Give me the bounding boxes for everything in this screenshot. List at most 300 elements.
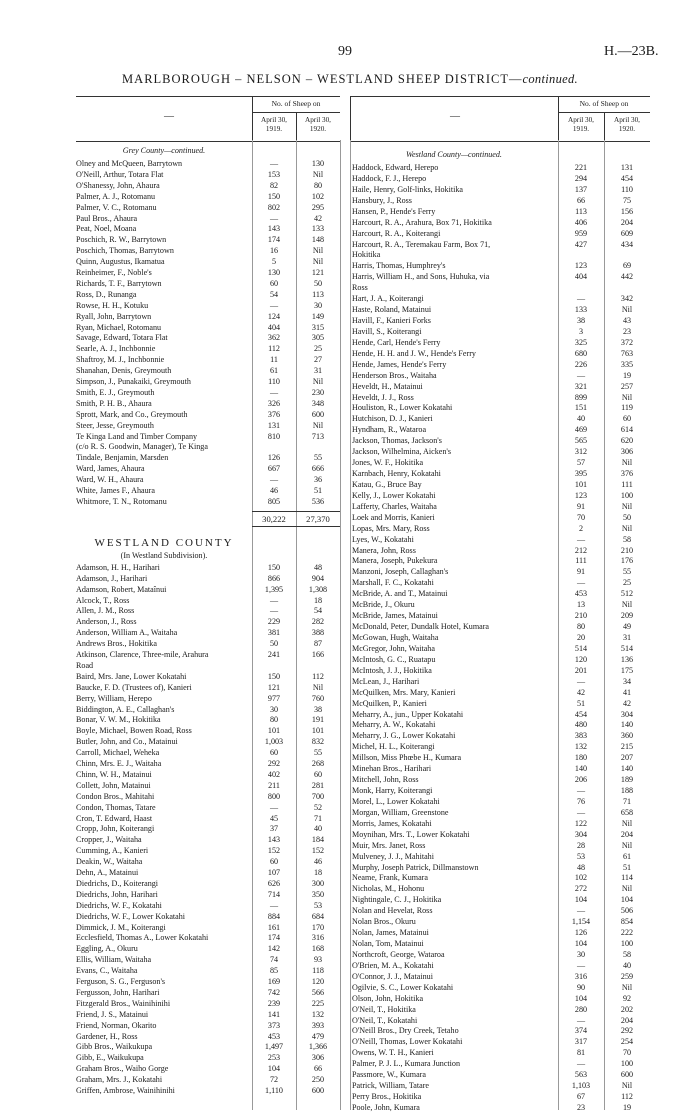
sheep-1920: 23	[622, 326, 632, 336]
sheep-1920: 43	[622, 316, 632, 326]
left-table-header	[76, 96, 340, 142]
sheep-1919: 111	[575, 556, 587, 566]
sheep-1919: 253	[267, 1053, 281, 1063]
sheep-1919: 151	[574, 403, 588, 413]
sheep-1920: 304	[620, 709, 634, 719]
sheep-1920: 348	[311, 398, 325, 408]
sheep-1920: 31	[313, 366, 323, 376]
sheep-1920: 225	[311, 998, 325, 1008]
owner-name: Marshall, F. C., Kokatahi	[352, 578, 434, 588]
sheep-1920: 42	[313, 213, 323, 223]
sheep-1920: 600	[311, 1086, 325, 1095]
sheep-1919: 137	[574, 184, 588, 194]
owner-name: Ferguson, S. G., Ferguson's	[76, 977, 166, 986]
owner-name: Heveldt, J. J., Ross	[352, 392, 414, 402]
sheep-1919: —	[269, 595, 279, 605]
owner-name: O'Brien, M. A., Kokatahi	[352, 960, 434, 970]
sheep-1920: 210	[620, 545, 634, 555]
sheep-1920: 335	[620, 359, 634, 369]
sheep-1919: 206	[574, 775, 588, 785]
owner-name: Butler, John, and Co., Matainui	[76, 737, 178, 747]
sheep-1920: 112	[312, 671, 324, 681]
sheep-1919: 241	[267, 650, 281, 659]
sheep-1919: —	[576, 534, 586, 544]
sheep-1919: 85	[269, 966, 279, 976]
sheep-1920: 40	[622, 960, 632, 970]
sheep-1919: 48	[576, 862, 586, 872]
sheep-1920: 104	[620, 895, 634, 905]
sheep-1920: Nil	[312, 257, 324, 267]
sheep-1919: 362	[267, 333, 281, 343]
sheep-1919: 2	[578, 523, 584, 533]
owner-name: Chinn, W. H., Matainui	[76, 769, 152, 779]
sheep-1919: 82	[269, 180, 279, 190]
sheep-1920: 281	[311, 780, 325, 790]
sheep-1920: 259	[620, 971, 634, 981]
sheep-1919: 800	[267, 791, 281, 801]
sheep-1920: 131	[620, 163, 634, 172]
owner-name: McBride, A. and T., Matainui	[352, 589, 448, 599]
sheep-1919: 326	[267, 398, 281, 408]
sheep-1919: 312	[574, 447, 588, 457]
sheep-1920: 700	[311, 791, 325, 801]
sheep-1919: 42	[576, 687, 586, 697]
sheep-1919: —	[576, 578, 586, 588]
owner-name: Neame, Frank, Kumara	[352, 873, 428, 883]
sheep-1920: 75	[622, 195, 632, 205]
owner-name: Shanahan, Denis, Greymouth	[76, 366, 172, 376]
owner-name: Jackson, Wilhelmina, Aicken's	[352, 447, 451, 457]
sheep-1920: 204	[620, 1015, 634, 1025]
sheep-1919: 239	[267, 998, 281, 1008]
sheep-1919: 174	[267, 933, 281, 943]
sheep-1919: 13	[576, 600, 586, 610]
sheep-1919: 104	[267, 1064, 281, 1074]
sheep-1920: 609	[620, 228, 634, 238]
owner-name: Perry Bros., Hokitika	[352, 1092, 422, 1102]
owner-name: Michel, H. L., Koiterangi	[352, 742, 435, 752]
sheep-1919: 373	[267, 1020, 281, 1030]
sheep-1920: 66	[313, 1064, 323, 1074]
sheep-1920: 434	[620, 239, 634, 249]
owner-name: Searle, A. J., Inchbonnie	[76, 344, 156, 354]
sheep-1920: Nil	[621, 600, 633, 610]
owner-name: Diedrichs, John, Harihari	[76, 889, 158, 899]
title-suffix: continued.	[522, 72, 578, 86]
sheep-1919: 90	[576, 982, 586, 992]
right-header-col-1919: April 30, 1919.	[568, 116, 594, 133]
owner-name: McIntosh, J. J., Hokitika	[352, 665, 432, 675]
sheep-1919: 866	[267, 573, 281, 583]
owner-name: Baird, Mrs. Jane, Lower Kokatahi	[76, 671, 187, 681]
sheep-1919: 406	[574, 217, 588, 227]
owner-name: Tindale, Benjamin, Marsden	[76, 453, 169, 463]
owner-name: Katau, G., Bruce Bay	[352, 479, 422, 489]
sheep-1920: 536	[311, 496, 325, 506]
sheep-1920: 315	[311, 322, 325, 332]
owner-name: Meharry, A. W., Kokatahi	[352, 720, 436, 730]
owner-name: Passmore, W., Kumara	[352, 1070, 426, 1080]
sheep-1919: 294	[574, 173, 588, 183]
sheep-1920: 170	[311, 922, 325, 932]
sheep-1919: 221	[574, 163, 588, 172]
sheep-1920: 113	[312, 289, 324, 299]
sheep-1919: 1,395	[264, 584, 284, 594]
sheep-1920: 93	[313, 955, 323, 965]
sheep-1920: 442	[620, 272, 634, 282]
sheep-1920: 55	[313, 453, 323, 463]
sheep-1920: 36	[313, 475, 323, 485]
owner-name: Diedrichs, W. F., Lower Kokatahi	[76, 911, 186, 921]
sheep-1919: 53	[576, 851, 586, 861]
table-row	[76, 1085, 340, 1097]
sheep-1919: 742	[267, 987, 281, 997]
page-title	[0, 72, 700, 87]
owner-name: O'Shanessy, John, Ahaura	[76, 180, 160, 190]
owner-name: Olney and McQueen, Barrytown	[76, 159, 183, 168]
owner-name: McLean, J., Harihari	[352, 676, 420, 686]
sheep-1919: 292	[267, 759, 281, 768]
owner-name: Allen, J. M., Ross	[76, 606, 135, 616]
sheep-1920: 188	[620, 786, 634, 795]
owner-name: Karnbach, Henry, Kokatahi	[352, 469, 441, 479]
sheep-1920: 204	[620, 217, 634, 227]
sheep-1919: 802	[267, 202, 281, 212]
owner-name: Sprott, Mark, and Co., Greymouth	[76, 409, 188, 419]
owner-name: Olson, John, Hokitika	[352, 993, 424, 1003]
sheep-1920: 34	[622, 676, 632, 686]
sheep-1919: 514	[574, 643, 588, 653]
sheep-1920: 70	[622, 1048, 632, 1058]
sheep-1919: 453	[574, 589, 588, 599]
sheep-1920: 306	[311, 1053, 325, 1063]
sheep-1919: 16	[269, 246, 279, 256]
sheep-1920: 166	[311, 650, 325, 659]
owner-name: Ryall, John, Barrytown	[76, 311, 152, 321]
sheep-1920: 176	[620, 556, 634, 566]
sheep-1920: 209	[620, 611, 634, 621]
sheep-1919: 45	[269, 813, 279, 823]
sheep-1920: 149	[311, 311, 325, 321]
sheep-1919: —	[269, 802, 279, 812]
sheep-1920: 506	[620, 906, 634, 916]
sheep-1919: 211	[268, 780, 280, 790]
sheep-1919: 229	[267, 617, 281, 627]
owner-name: Palmer, V. C., Rotomanu	[76, 202, 157, 212]
owner-name: McIntosh, G. C., Ruatapu	[352, 654, 436, 664]
sheep-1920: 25	[313, 344, 323, 354]
owner-name: Adamson, J., Harihari	[76, 573, 148, 583]
sheep-1920: 168	[311, 944, 325, 954]
sheep-1920: 254	[620, 1037, 634, 1047]
owner-name: Hyndham, R., Wataroa	[352, 425, 427, 435]
sheep-1920: Nil	[621, 884, 633, 894]
sheep-1920: 118	[312, 966, 324, 976]
sheep-1919: 143	[267, 835, 281, 845]
sheep-1919: 680	[574, 348, 588, 358]
owner-name: Millson, Miss Phœbe H., Kumara	[352, 753, 462, 763]
sheep-1919: 272	[574, 884, 588, 894]
sheep-1920: 42	[622, 698, 632, 708]
owner-name: Cumming, A., Kanieri	[76, 846, 149, 856]
sheep-1919: 714	[267, 889, 281, 899]
sheep-1919: 1,110	[265, 1086, 283, 1095]
grey-total-1920: 27,370	[306, 513, 330, 524]
sheep-1919: 667	[267, 464, 281, 474]
owner-name: O'Neill, Arthur, Totara Flat	[76, 169, 164, 179]
sheep-1920: 38	[313, 704, 323, 714]
sheep-1920: 388	[311, 628, 325, 638]
owner-name: Morgan, William, Greenstone	[352, 807, 449, 817]
sheep-1919: 104	[574, 993, 588, 1003]
owner-name: Deakin, W., Waitaha	[76, 857, 143, 867]
owner-name: Palmer, A. J., Rotomanu	[76, 191, 156, 201]
owner-name: Reinheimer, F., Noble's	[76, 268, 152, 277]
owner-name: Mitchell, John, Ross	[352, 775, 419, 785]
sheep-1919: 38	[576, 316, 586, 326]
sheep-1920: 854	[620, 917, 634, 927]
sheep-1919: 20	[576, 632, 586, 642]
sheep-1919: —	[269, 606, 279, 616]
owner-name: Ross, D., Runanga	[76, 289, 137, 299]
sheep-1919: 1,154	[571, 917, 591, 927]
sheep-1920: Nil	[621, 501, 633, 511]
owner-name: Savage, Edward, Totara Flat	[76, 333, 168, 343]
sheep-1919: 321	[574, 381, 588, 391]
owner-name: Lopas, Mrs. Mary, Ross	[352, 523, 430, 533]
owner-name: Ryan, Michael, Rotomanu	[76, 322, 162, 332]
left-header-col-1920: April 30, 1920.	[305, 116, 331, 133]
sheep-1919: 110	[268, 377, 280, 386]
owner-name: Hende, H. H. and J. W., Hende's Ferry	[352, 348, 476, 358]
owner-name: White, James F., Ahaura	[76, 486, 155, 495]
owner-name: McQuilken, Mrs. Mary, Kanieri	[352, 687, 456, 697]
sheep-1920: 18	[313, 868, 323, 877]
owner-name: Lyes, W., Kokatahi	[352, 534, 414, 544]
sheep-1919: 120	[574, 654, 588, 664]
sheep-1920: 282	[311, 617, 325, 627]
sheep-1919: 1,103	[571, 1081, 591, 1091]
sheep-1919: —	[576, 676, 586, 686]
owner-name: (c/o R. S. Goodwin, Manager), Te Kinga	[76, 442, 208, 452]
sheep-1919: 121	[267, 682, 281, 692]
owner-name: McDonald, Peter, Dundalk Hotel, Kumara	[352, 622, 490, 632]
owner-name: Fergusson, John, Harihari	[76, 987, 160, 997]
sheep-1920: 114	[621, 873, 633, 883]
left-header-col-1919: April 30, 1919.	[261, 116, 287, 133]
owner-name: Murphy, Joseph Patrick, Dillmanstown	[352, 862, 479, 872]
owner-name: Harris, Thomas, Humphrey's	[352, 261, 446, 271]
sheep-1919: 123	[574, 261, 588, 271]
owner-name: Meharry, J. G., Lower Kokatahi	[352, 731, 456, 741]
sheep-1919: 5	[271, 257, 277, 267]
owner-name: Quinn, Augustus, Ikamatua	[76, 257, 165, 267]
owner-name: Havill, S., Koiterangi	[352, 326, 422, 336]
sheep-1919: 30	[576, 949, 586, 959]
sheep-1919: —	[576, 1015, 586, 1025]
owner-name: Whitmore, T. N., Rotomanu	[76, 496, 167, 506]
sheep-1920: Nil	[621, 982, 633, 992]
owner-name: McGowan, Hugh, Waitaha	[352, 632, 439, 642]
sheep-1919: 107	[267, 868, 281, 877]
owner-name: Alcock, T., Ross	[76, 595, 130, 605]
sheep-1920: 250	[311, 1075, 325, 1085]
owner-name: Kelly, J., Lower Kokatahi	[352, 490, 436, 500]
sheep-1920: 666	[311, 464, 325, 474]
sheep-1920: 1,366	[308, 1042, 328, 1052]
sheep-1920: 69	[622, 261, 632, 271]
sheep-1919: 104	[574, 939, 588, 949]
sheep-1919: 28	[576, 840, 586, 850]
sheep-1919: 316	[574, 971, 588, 981]
sheep-1920: 25	[622, 578, 632, 588]
sheep-1920: 600	[620, 1070, 634, 1080]
sheep-1920: 479	[311, 1031, 325, 1041]
sheep-1920: 191	[311, 715, 325, 725]
sheep-1919: 201	[574, 665, 588, 675]
owner-name: Dimmick, J. M., Koiterangi	[76, 922, 166, 932]
sheep-1919: 74	[269, 955, 279, 965]
owner-name: Anderson, William A., Waitaha	[76, 628, 178, 638]
sheep-1919: 30	[269, 704, 279, 714]
sheep-1919: 40	[576, 414, 586, 424]
table-row	[352, 1102, 650, 1114]
owner-name: O'Neil, T., Kokatahi	[352, 1015, 418, 1025]
sheep-1920: 100	[620, 939, 634, 949]
sheep-1919: 23	[576, 1102, 586, 1112]
sheep-1919: 977	[267, 693, 281, 703]
sheep-1919: 1,497	[264, 1042, 284, 1052]
sheep-1920: 112	[621, 1092, 633, 1102]
owner-name: Carroll, Michael, Weheka	[76, 748, 160, 758]
owner-name: Richards, T. F., Barrytown	[76, 278, 162, 288]
owner-name: Haddock, F. J., Herepo	[352, 173, 427, 183]
owner-name: Hansbury, J., Ross	[352, 195, 412, 205]
owner-name: Harcourt, R. A., Koiterangi	[352, 228, 441, 238]
owner-name: Friend, J. S., Matainui	[76, 1009, 149, 1019]
owner-name: Bonar, V. W. M., Hokitika	[76, 715, 161, 725]
sheep-1919: 150	[267, 671, 281, 681]
sheep-1919: 130	[267, 268, 281, 277]
sheep-1919: 404	[574, 272, 588, 282]
sheep-1919: 140	[574, 764, 588, 774]
sheep-1919: 152	[267, 846, 281, 856]
sheep-1919: —	[576, 786, 586, 795]
sheep-1920: Nil	[312, 682, 324, 692]
sheep-1919: 54	[269, 289, 279, 299]
sheep-1919: 60	[269, 857, 279, 867]
owner-name: Collett, John, Matainui	[76, 780, 151, 790]
owner-name: Fitzgerald Bros., Wainihinihi	[76, 998, 171, 1008]
owner-name: Lafferty, Charles, Waitaha	[352, 501, 437, 511]
owner-name: Steer, Jesse, Greymouth	[76, 420, 154, 430]
owner-name: Haste, Roland, Matainui	[352, 305, 432, 315]
sheep-1920: 60	[313, 769, 323, 779]
owner-name: Smith, E. J., Greymouth	[76, 387, 155, 397]
owner-name: Nolan, Tom, Matainui	[352, 939, 424, 949]
sheep-1920: 60	[622, 414, 632, 424]
owner-name: Harcourt, R. A., Arahura, Box 71, Hokitika	[352, 217, 492, 227]
owner-name: Monk, Harry, Koiterangi	[352, 786, 433, 795]
sheep-1920: 300	[311, 878, 325, 888]
sheep-1919: 76	[576, 796, 586, 806]
owner-name: Haile, Henry, Golf-links, Hokitika	[352, 184, 463, 194]
owner-name: O'Neil, T., Hokitika	[352, 1004, 416, 1014]
westland-subdivision-note: (In Westland Subdivision).	[120, 550, 208, 560]
owner-name: O'Neill, Thomas, Lower Kokatahi	[352, 1037, 463, 1047]
owner-name: Chinn, Mrs. E. J., Waitaha	[76, 759, 162, 768]
owner-name: Graham Bros., Waiho Gorge	[76, 1064, 169, 1074]
sheep-1920: 600	[311, 409, 325, 419]
owner-name: Diedrichs, D., Koiterangi	[76, 878, 159, 888]
sheep-1919: 132	[574, 742, 588, 752]
sheep-1919: 453	[267, 1031, 281, 1041]
westland-county-heading: WESTLAND COUNTY	[94, 536, 234, 549]
sheep-1920: 454	[620, 173, 634, 183]
sheep-1920: 566	[311, 987, 325, 997]
sheep-1919: 60	[269, 278, 279, 288]
owner-name: Harris, William H., and Sons, Huhuka, via	[352, 272, 490, 282]
sheep-1919: 113	[575, 206, 587, 216]
sheep-1920: Nil	[621, 840, 633, 850]
owner-name: Adamson, H. H., Harihari	[76, 562, 160, 572]
sheep-1919: 383	[574, 731, 588, 741]
sheep-1919: —	[576, 370, 586, 380]
owner-name: Jones, W. F., Hokitika	[352, 458, 424, 468]
sheep-1920: 87	[313, 639, 323, 649]
owner-name: Mulveney, J. J., Mahitahi	[352, 851, 434, 861]
sheep-1920: 204	[620, 829, 634, 839]
owner-name: O'Neill Bros., Dry Creek, Tetaho	[352, 1026, 459, 1036]
owner-name: Hokitika	[352, 250, 381, 260]
sheep-1920: 140	[620, 764, 634, 774]
right-header-col-1920: April 30, 1920.	[614, 116, 640, 133]
sheep-1920: 257	[620, 381, 634, 391]
sheep-1920: 120	[311, 977, 325, 986]
sheep-1920: 514	[620, 643, 634, 653]
sheep-1920: 156	[620, 206, 634, 216]
sheep-1919: 180	[574, 753, 588, 763]
sheep-1920: 360	[620, 731, 634, 741]
sheep-1919: 126	[574, 928, 588, 938]
sheep-1919: —	[269, 900, 279, 910]
sheep-1919: 126	[267, 453, 281, 463]
sheep-1919: 212	[574, 545, 588, 555]
sheep-1919: 70	[576, 512, 586, 522]
sheep-1919: 427	[574, 239, 588, 249]
sheep-1919: 565	[574, 436, 588, 446]
sheep-1919: 131	[267, 420, 281, 430]
sheep-1919: —	[576, 906, 586, 916]
table-row	[76, 496, 340, 508]
owner-name: Paul Bros., Ahaura	[76, 213, 138, 223]
owner-name: Haddock, Edward, Herepo	[352, 163, 439, 172]
sheep-1920: 1,308	[308, 584, 328, 594]
owner-name: McGregor, John, Waitaha	[352, 643, 435, 653]
owner-name: Minehan Bros., Harihari	[352, 764, 432, 774]
sheep-1920: 292	[620, 1026, 634, 1036]
owner-name: Meharry, A., jun., Upper Kokatahi	[352, 709, 464, 719]
sheep-1919: 37	[269, 824, 279, 834]
sheep-1920: 342	[620, 294, 634, 304]
sheep-1919: 884	[267, 911, 281, 921]
sheep-1920: 53	[313, 900, 323, 910]
sheep-1920: 46	[313, 857, 323, 867]
sheep-1919: 376	[267, 409, 281, 419]
sheep-1920: 230	[311, 387, 325, 397]
sheep-1920: 148	[311, 235, 325, 245]
grey-county-heading: Grey County—continued.	[122, 146, 206, 155]
